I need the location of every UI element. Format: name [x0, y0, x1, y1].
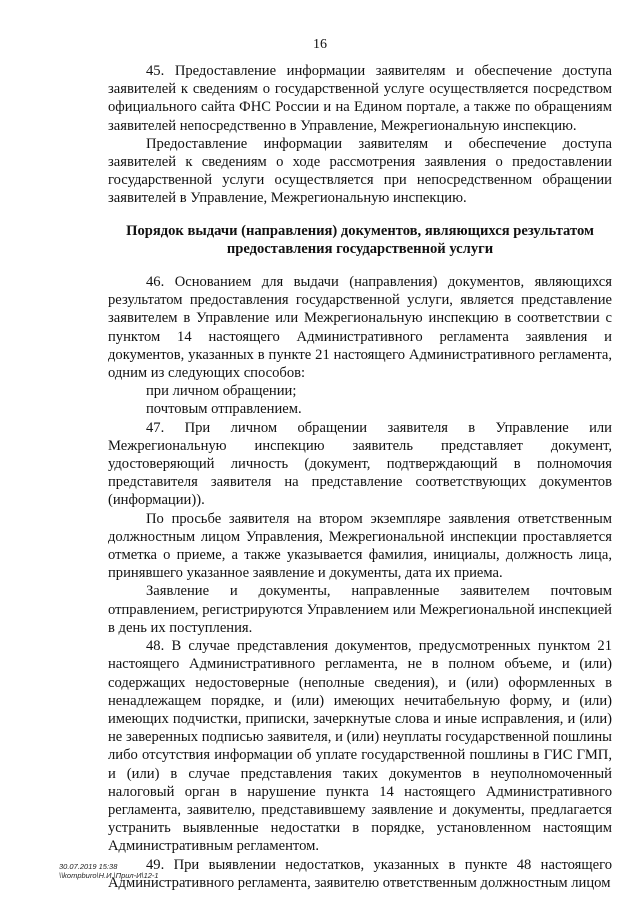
- paragraph-47-request: По просьбе заявителя на втором экземпляре заявления ответственным должностным лицом Управления, Межрегиональной инспекции проставляется отметка о приеме, а также указывается фамилия, инициалы, должность лица, принявшего указанное заявление и документы, дата их приема.: [108, 510, 612, 582]
- footer-file-path: \\kompburo\Н.И.\Прил-И\12-1: [59, 871, 159, 880]
- list-item-in-person: при личном обращении;: [146, 383, 297, 400]
- section-heading: Порядок выдачи (направления) документов, являющихся результатом предоставления государственной услуги: [126, 222, 594, 257]
- page-number: 16: [313, 37, 327, 52]
- paragraph-47: 47. При личном обращении заявителя в Управление или Межрегиональную инспекцию заявитель представляет документ, удостоверяющий личность (документ, подтверждающий в полномочия представителя заявителя на представление соответствующих документов (информации)).: [108, 419, 612, 509]
- document-body: [108, 62, 612, 892]
- paragraph-48: 48. В случае представления документов, предусмотренных пунктом 21 настоящего Административного регламента, не в полном объеме, и (или) содержащих недостоверные (неполные сведения), и (или) оформленных в ненадлежащем порядке, и (или) имеющих нечитабельную форму, и (или) имеющих подчистки, приписки, зачеркнутые слова и иные исправления, и (или) не заверенных подписью заявителя, и (или) неуплаты государственной пошлины либо отсутствия информации об уплате государственной пошлины в ГИС ГМП, и (или) в случае представления таких документов в неуполномоченный налоговый орган в нарушение пункта 14 настоящего Административного регламента, заявителю, представившему заявление и документы, предлагается устранить выявленные недостатки в порядке, установленном настоящим Административным регламентом.: [108, 638, 612, 855]
- footer-stamp: [59, 862, 159, 880]
- list-item-by-mail: почтовым отправлением.: [146, 401, 302, 418]
- paragraph-45: 45. Предоставление информации заявителям и обеспечение доступа заявителей к сведениям о государственной услуге осуществляется посредством официального сайта ФНС России и на Едином портале, а также по обращениям заявителей непосредственно в Управление, Межрегиональную инспекцию.: [108, 63, 612, 134]
- paragraph-46: 46. Основанием для выдачи (направления) документов, являющихся результатом предоставления государственной услуги, является представление заявителем в Управление или Межрегиональную инспекцию в соответствии с пунктом 14 настоящего Административного регламента заявления и документов, указанных в пункте 21 настоящего Административного регламента, одним из следующих способов:: [108, 274, 612, 382]
- paragraph-47-mail: Заявление и документы, направленные заявителем почтовым отправлением, регистрируются Управлением или Межрегиональной инспекцией в день их поступления.: [108, 583, 612, 636]
- footer-date: 30.07.2019 15:38: [59, 862, 118, 871]
- paragraph-49: 49. При выявлении недостатков, указанных в пункте 48 настоящего Административного регламента, заявителю ответственным должностным лицом: [108, 856, 612, 891]
- paragraph-45-continued: Предоставление информации заявителям и обеспечение доступа заявителей к сведениям о ходе рассмотрения заявления о предоставлении государственной услуги осуществляется при непосредственном обращении заявителей в Управление, Межрегиональную инспекцию.: [108, 135, 612, 207]
